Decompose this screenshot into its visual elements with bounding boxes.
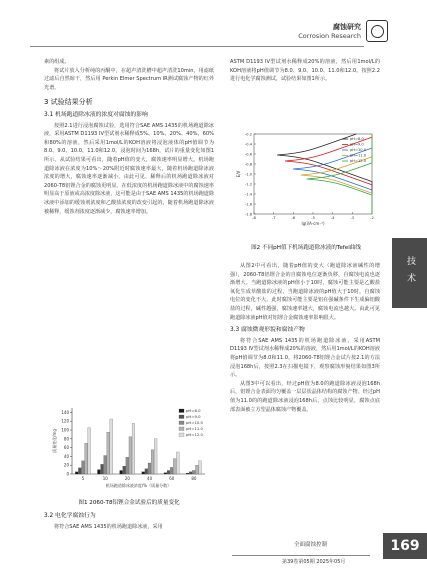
y-tick-label: -0.6: [244, 152, 252, 157]
y-tick-label: 100: [61, 427, 69, 433]
bar: [78, 468, 81, 474]
legend-label: pH=10.0: [350, 148, 366, 152]
bar: [75, 472, 78, 474]
y-tick-label: 120: [61, 418, 69, 424]
y-tick-label: 60: [63, 445, 69, 451]
x-tick-label: 40: [147, 476, 153, 481]
bar: [176, 452, 179, 474]
legend-label: pH=12.0: [186, 432, 203, 437]
legend-swatch: [179, 421, 184, 425]
x-tick-label: -4: [330, 215, 335, 220]
y-tick-label: -0.8: [244, 162, 252, 167]
section-side-tab: 技术: [392, 238, 427, 308]
y-tick-label: -1.6: [244, 202, 252, 207]
bar: [164, 473, 167, 474]
bar: [192, 470, 195, 474]
bar: [170, 467, 173, 474]
bar: [85, 443, 88, 474]
x-tick-label: -6: [291, 215, 296, 220]
bar: [154, 439, 157, 474]
left-column-bottom: [44, 512, 214, 531]
figure-1-bar-chart: [50, 402, 210, 490]
y-tick-label: -1.0: [244, 172, 252, 177]
footer-journal: 全面腐蚀控制: [294, 542, 328, 548]
right-column-bottom: [230, 262, 380, 414]
bar: [145, 469, 148, 474]
legend-label: pH=12.0: [350, 159, 366, 163]
x-tick-label: 60: [169, 476, 175, 481]
left-column: [44, 58, 214, 216]
x-tick-label: -3: [350, 215, 355, 220]
y-tick-label: 80: [63, 436, 69, 442]
legend-label: pH=11.0: [186, 426, 203, 431]
bar: [123, 466, 126, 474]
x-tick-label: -5: [311, 215, 315, 220]
bar: [151, 450, 154, 474]
subsection-heading: 3.2 电化学腐蚀行为: [44, 513, 96, 519]
footer-rule: [232, 555, 370, 556]
y-tick-label: -1.4: [244, 192, 252, 197]
y-tick-label: 20: [63, 462, 69, 468]
bar: [195, 465, 198, 474]
bar: [97, 470, 100, 474]
x-tick-label: 80: [191, 476, 197, 481]
paragraph: 将试片放入分析纯的丙酮中，在超声清洗槽中超声清洗10min，用滤纸过滤后自然晾干，然后用 Perkin Elmer Spectrum IR测试腐蚀产物的红外光谱。: [44, 67, 214, 91]
right-column-top: [230, 58, 380, 84]
subsection-heading: 3.1 机场跑道除冰液的浓度对腐蚀的影响: [44, 111, 148, 118]
bar: [107, 432, 110, 474]
header-rule: [30, 46, 364, 47]
paragraph: ASTM D1193 IV型试剂水稀释成20%的溶液，然后用1mol/L的KOH溶液将pH值调节为8.0、9.0、10.0、11.0和12.0。按照2.2进行电化学腐蚀测试，试验结果如图1所示。: [230, 59, 380, 83]
journal-title-en: Corrosion Research: [298, 32, 361, 40]
bar: [167, 470, 170, 474]
x-tick-label: 5: [81, 476, 85, 481]
bar: [104, 456, 107, 474]
bar: [101, 464, 104, 474]
legend-swatch: [179, 427, 184, 431]
y-tick-label: -1.2: [244, 182, 252, 187]
bar: [132, 423, 135, 474]
paragraph: 将符合SAE AMS 1435的机场跑道除冰液，采用: [54, 523, 163, 530]
journal-title-cn: 腐蚀研究: [333, 23, 361, 31]
subsection-heading: 3.3 腐蚀微观形貌和腐蚀产物: [230, 327, 305, 334]
x-axis-label: 机场跑道除冰液浓度/%（质量分数）: [105, 483, 172, 488]
legend-label: pH=9.0: [350, 142, 364, 147]
bar: [173, 459, 176, 474]
legend-label: pH=10.0: [186, 420, 203, 425]
bar: [129, 437, 132, 474]
y-tick-label: -0.4: [244, 142, 252, 147]
x-axis-label: lg(i/A·cm⁻²): [301, 221, 325, 226]
legend-label: pH=8.0: [350, 137, 364, 141]
bar: [186, 473, 189, 474]
x-tick-label: -8: [252, 215, 256, 220]
legend-swatch: [179, 409, 184, 413]
x-tick-label: 20: [124, 476, 130, 481]
bar: [199, 461, 202, 474]
bar: [148, 463, 151, 474]
y-axis-label: 质量变化/mg: [52, 429, 57, 453]
legend-swatch: [179, 415, 184, 419]
bar: [126, 457, 129, 474]
legend-label: pH=8.0: [186, 408, 201, 413]
bar: [82, 461, 85, 474]
figure-2-caption: 图2 不同pH值下机场跑道除冰液的Tefel曲线: [251, 245, 361, 251]
page-number: 169: [383, 533, 427, 559]
paragraph: 将符合SAE AMS 1435的机场跑道除冰液，采用ASTM D1193 IV型试剂水稀释成20%的溶液，然后用1mol/L的KOH溶液将pH值调节为8.0和11.0。将2060-T8铝锂合金试片按2.1的方法浸泡168h后，按照2.3在扫描电镜下，观察腐蚀形貌结果如图3所示。: [230, 337, 380, 379]
legend-swatch: [179, 433, 184, 437]
paragraph: 从图3中可以看出，经过pH值为8.0的跑道除冰液浸泡168h后，铝锂合金表面均匀覆盖一层层状晶体结构的腐蚀产物。经过pH值为11.0的的跑道除冰液浸泡168h后，点蚀比较明显，腐蚀点底部表面被立方型晶体腐蚀产物覆盖。: [230, 380, 380, 413]
y-tick-label: 0: [66, 471, 69, 477]
y-tick-label: 140: [61, 409, 69, 415]
figure-2-tafel-plot: [236, 130, 376, 230]
y-tick-label: 40: [63, 453, 69, 459]
paragraph: 从图2中可看出，随着pH值的变大（跑道除冰液碱性的增强），2060-T8铝锂合金的自腐蚀电位逐渐负移，自腐蚀电流也逐渐增大。当跑道除冰液的pH值小于10时，腐蚀可能主要是乙酸盐氧化生成草酸盐的过程，当跑道除冰液的pH值大于10时，自腐蚀电位的变化不大，此时腐蚀可能主要是铝在强碱条件下生成偏铝酸盐的过程，碱性越强，腐蚀速率越大，腐蚀电流也越大。由此可见跑道除冰液pH值对铝锂合金腐蚀速率影响很大。: [230, 263, 380, 321]
x-tick-label: -2: [370, 215, 374, 220]
bar: [88, 428, 91, 474]
section-heading: 3 试验结果分析: [44, 98, 93, 107]
y-tick-label: -1.8: [244, 212, 252, 217]
bar: [142, 472, 145, 474]
x-tick-label: -7: [271, 215, 276, 220]
legend-label: pH=9.0: [186, 414, 201, 419]
bar: [120, 470, 123, 474]
paragraph: 素的组成。: [44, 59, 70, 65]
journal-logo-icon: [366, 20, 388, 42]
bar: [189, 472, 192, 474]
figure-1-caption: 图1 2060-T8铝锂合金试验后的质量变化: [78, 500, 180, 506]
paragraph: 按照2.1进行浸泡腐蚀试验，选用符合SAE AMS 1435的机场跑道除冰液，采用ASTM D1193 IV型试剂水稀释成5%、10%、20%、40%、60%和80%的溶液，然后采用1mol/L的KOH溶液将浸泡液体的pH值调节为8.0、9.0、10.0、11.0和12.0。浸泡时间为168h，试片的重量变化如图1所示。从试验结果可看出，随着pH值的变大，腐蚀速率明显增大。机场跑道除冰液在浓度为10%～20%附近时腐蚀速率最大，随着机场跑道除冰液浓度的增大，腐蚀速率逐渐减小。由此可见，稀释后的机场跑道除冰液对2060-T8铝锂合金的腐蚀更明显。在低浓度的机场跑道除冰液中的腐蚀速率明显高于原液或高浓度除冰液，这可能是由于SAE AMS 1435的机场跑道除冰液中添加的缓蚀剂浓度和乙酸盐浓度的改变引起的，随着机场跑道除冰液被稀释，缓蚀剂浓度逐渐减少，腐蚀速率增加。: [44, 122, 214, 215]
y-axis-label: E/V: [236, 170, 241, 178]
y-tick-label: -0.2: [244, 132, 252, 137]
x-tick-label: 10: [102, 476, 108, 481]
legend-label: pH=11.0: [350, 153, 366, 158]
bar: [110, 419, 113, 474]
footer-issue: 第39卷第05期 2025年05月: [282, 559, 346, 565]
